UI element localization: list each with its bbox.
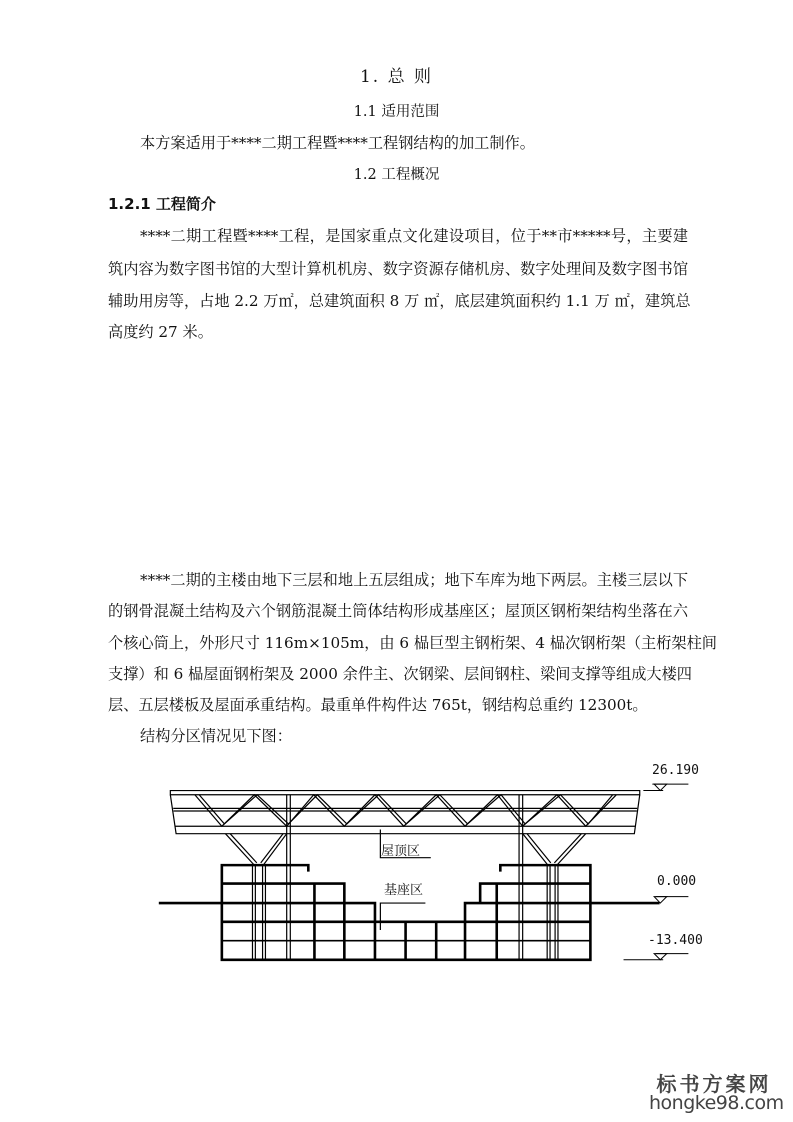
heading-project-intro: 1.2.1 工程简介 bbox=[108, 195, 216, 213]
elevation-bottom: -13.400 bbox=[648, 933, 703, 948]
figure-intro: 结构分区情况见下图： bbox=[140, 727, 292, 745]
scope-text: 本方案适用于****二期工程暨****工程钢结构的加工制作。 bbox=[140, 134, 535, 152]
heading-scope: 1.1 适用范围 bbox=[353, 104, 440, 120]
watermark-url: hongke98.com bbox=[649, 1092, 784, 1114]
elevation-top: 26.190 bbox=[652, 763, 699, 778]
paragraph1-line: 高度约 27 米。 bbox=[108, 323, 213, 341]
elevation-ground: 0.000 bbox=[657, 874, 697, 889]
heading-overview: 1.2 工程概况 bbox=[353, 167, 440, 183]
paragraph2-line: ****二期的主楼由地下三层和地上五层组成；地下车库为地下两层。主楼三层以下 bbox=[140, 571, 688, 589]
heading-general-provisions: 1. 总 则 bbox=[359, 67, 434, 87]
label-roof-zone: 屋顶区 bbox=[381, 844, 421, 859]
structure-zoning-diagram bbox=[148, 763, 710, 964]
paragraph2-line: 的钢骨混凝土结构及六个钢筋混凝土筒体结构形成基座区；屋顶区钢桁架结构坐落在六 bbox=[108, 602, 688, 620]
paragraph1-line: 辅助用房等，占地 2.2 万㎡，总建筑面积 8 万 ㎡，底层建筑面积约 1.1 万 ㎡，建筑总 bbox=[108, 292, 691, 310]
paragraph1-line: ****二期工程暨****工程，是国家重点文化建设项目，位于**市*****号，主要建 bbox=[140, 227, 688, 245]
paragraph2-line: 个核心筒上，外形尺寸 116m×105m，由 6 榀巨型主钢桁架、4 榀次钢桁架（主桁架柱间 bbox=[108, 634, 717, 652]
paragraph1-line: 筑内容为数字图书馆的大型计算机机房、数字资源存储机房、数字处理间及数字图书馆 bbox=[108, 260, 688, 278]
label-base-zone: 基座区 bbox=[384, 883, 424, 898]
paragraph2-line: 支撑）和 6 榀屋面钢桁架及 2000 余件主、次钢梁、层间钢柱、梁间支撑等组成大楼四 bbox=[108, 665, 692, 683]
watermark-logo-text: 标书方案网 bbox=[656, 1072, 772, 1096]
paragraph2-line: 层、五层楼板及屋面承重结构。最重单件构件达 765t，钢结构总重约 12300t。 bbox=[108, 696, 648, 714]
